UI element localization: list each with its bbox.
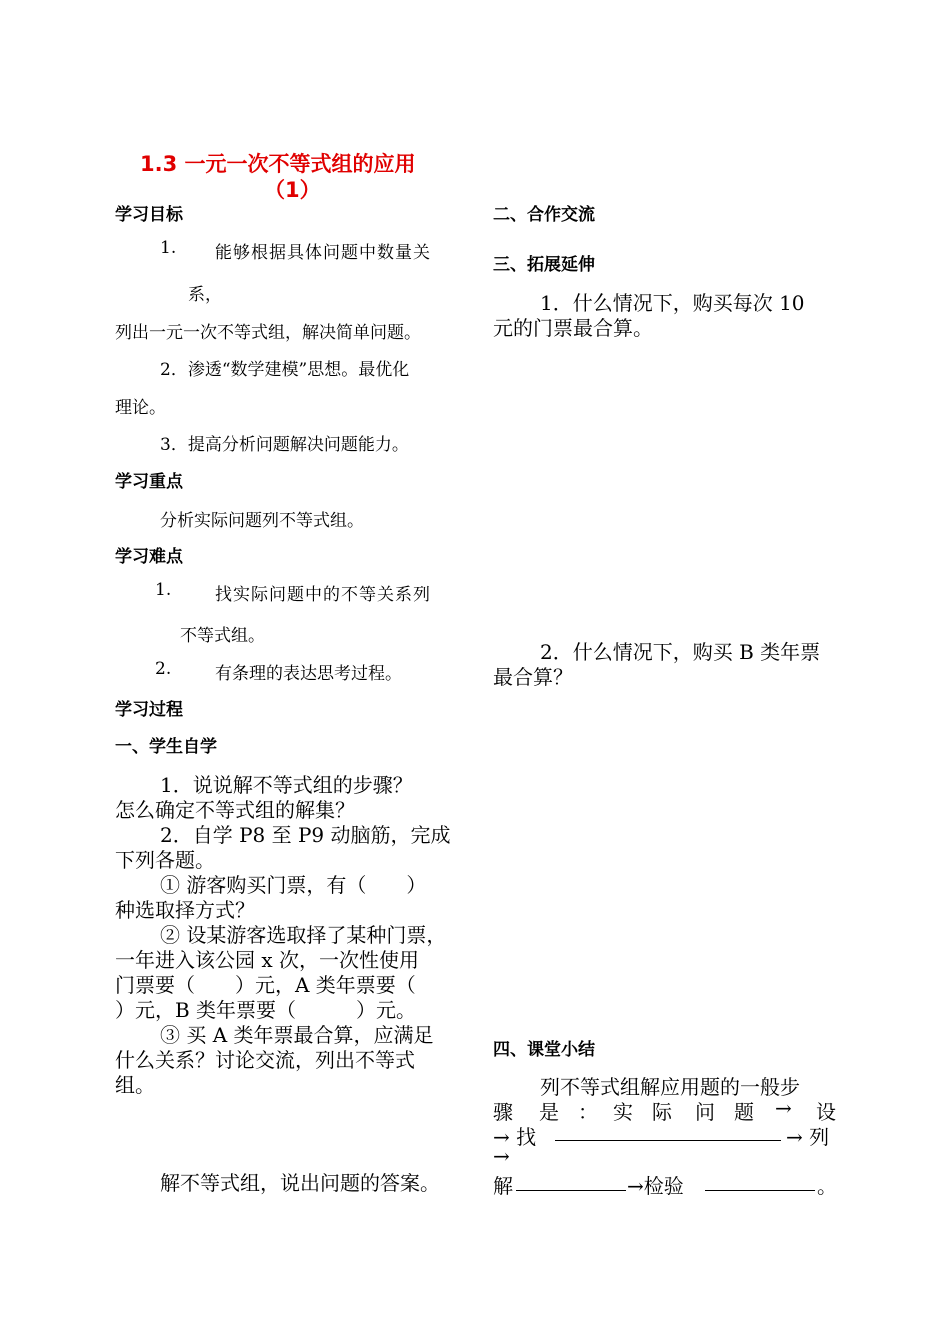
self-study-line: 什么关系？讨论交流，列出不等式 (115, 1048, 415, 1072)
section-heading-process: 学习过程 (115, 700, 183, 720)
extension-question-1-cont: 元的门票最合算。 (493, 316, 653, 340)
summary-word: 际 (652, 1100, 672, 1124)
summary-word: 骤 (493, 1100, 513, 1124)
goal-1-text: 能够根据具体问题中数量关 (215, 243, 431, 263)
summary-word: 问 (695, 1100, 715, 1124)
self-study-line: 下列各题。 (115, 848, 215, 872)
goal-1-text-cont: 系， (188, 285, 222, 305)
summary-arrow: → (493, 1144, 510, 1168)
summary-word: 是 (539, 1100, 559, 1124)
solve-instruction: 解不等式组，说出问题的答案。 (160, 1171, 440, 1195)
difficulty-2-text: 有条理的表达思考过程。 (215, 664, 402, 684)
self-study-line: ① 游客购买门票，有（ ） (160, 873, 427, 897)
section-heading-summary: 四、课堂小结 (493, 1040, 595, 1060)
section-heading-cooperation: 二、合作交流 (493, 205, 595, 225)
self-study-line: 怎么确定不等式组的解集？ (115, 798, 355, 822)
extension-question-1: 1．什么情况下，购买每次 10 (540, 291, 805, 315)
blank-line-check (705, 1190, 815, 1191)
difficulty-1-text: 找实际问题中的不等关系列 (215, 585, 431, 605)
summary-word: 解 (493, 1174, 513, 1198)
summary-word: 题 (734, 1100, 754, 1124)
difficulty-1-number: 1. (155, 580, 172, 600)
goal-3-text: 3．提高分析问题解决问题能力。 (160, 435, 409, 455)
goal-2-text-cont: 理论。 (115, 398, 166, 418)
self-study-line: ② 设某游客选取择了某种门票， (160, 923, 447, 947)
section-heading-extension: 三、拓展延伸 (493, 255, 595, 275)
key-point-text: 分析实际问题列不等式组。 (160, 511, 364, 531)
page-title: 1.3 一元一次不等式组的应用 (140, 152, 416, 176)
section-heading-difficulty: 学习难点 (115, 547, 183, 567)
summary-word: → 找 (493, 1125, 537, 1149)
extension-question-2-cont: 最合算？ (493, 665, 573, 689)
self-study-line: 门票要（ ）元，A 类年票要（ (115, 973, 416, 997)
self-study-line: 组。 (115, 1073, 155, 1097)
summary-word: → 列 (786, 1125, 830, 1149)
self-study-line: ）元，B 类年票要（ ）元。 (115, 998, 417, 1022)
section-heading-goals: 学习目标 (115, 205, 183, 225)
self-study-line: ③ 买 A 类年票最合算，应满足 (160, 1023, 434, 1047)
goal-1-number: 1. (160, 238, 177, 258)
self-study-line: 1．说说解不等式组的步骤？ (160, 773, 413, 797)
page-subtitle: （1） (264, 178, 321, 202)
summary-word: →检验 (627, 1174, 684, 1198)
self-study-line: 种选取择方式？ (115, 898, 255, 922)
goal-1-text-cont2: 列出一元一次不等式组，解决简单问题。 (115, 323, 421, 343)
blank-line-find (555, 1140, 781, 1141)
section-heading-self-study: 一、学生自学 (115, 737, 217, 757)
self-study-line: 一年进入该公园 x 次，一次性使用 (115, 948, 419, 972)
section-heading-key: 学习重点 (115, 472, 183, 492)
summary-line-1: 列不等式组解应用题的一般步 (540, 1075, 800, 1099)
self-study-line: 2．自学 P8 至 P9 动脑筋，完成 (160, 823, 451, 847)
summary-arrow: → (775, 1096, 792, 1120)
difficulty-1-text-cont: 不等式组。 (180, 626, 265, 646)
blank-line-solve (516, 1190, 626, 1191)
extension-question-2: 2．什么情况下，购买 B 类年票 (540, 640, 821, 664)
summary-word: ： (578, 1100, 598, 1124)
goal-2-text: 2．渗透“数学建模”思想。最优化 (160, 360, 410, 380)
summary-word: 设 (816, 1100, 836, 1124)
summary-word: 实 (613, 1100, 633, 1124)
difficulty-2-number: 2. (155, 659, 172, 679)
summary-word: 。 (817, 1174, 837, 1198)
